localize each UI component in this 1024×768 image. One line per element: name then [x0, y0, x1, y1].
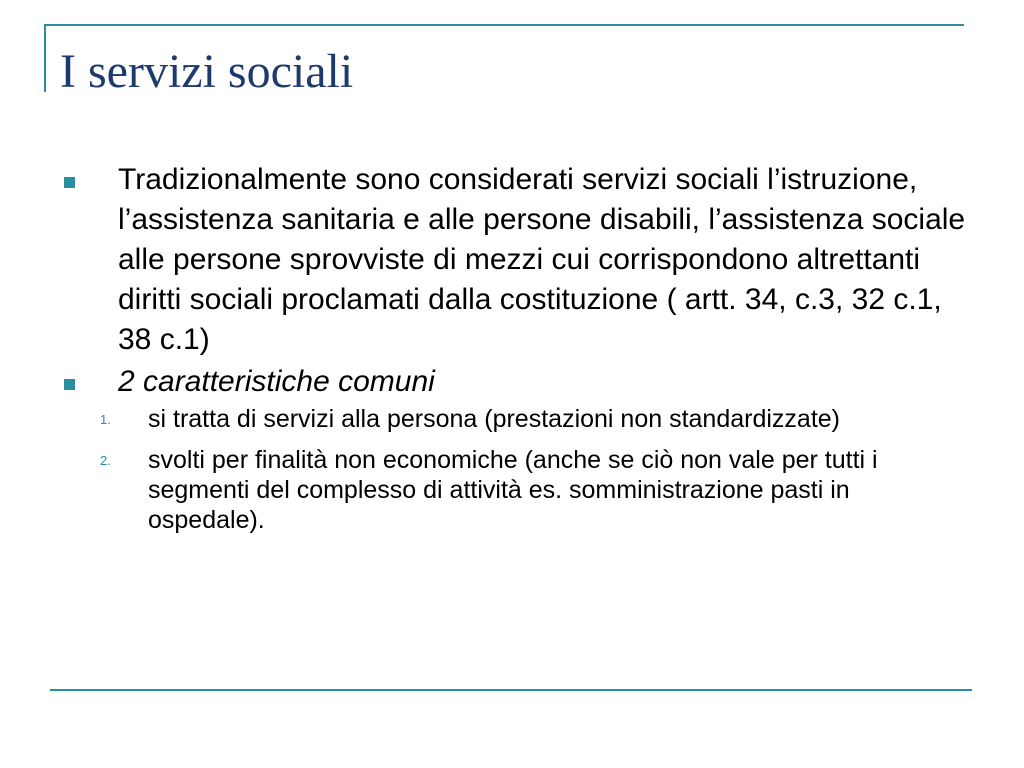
top-border-line: [44, 24, 964, 26]
numbered-item-text: si tratta di servizi alla persona (prestazioni non standardizzate): [148, 405, 841, 433]
slide-content: [60, 160, 970, 546]
bottom-border-line: [50, 689, 972, 691]
item-number: 2.: [100, 453, 111, 468]
item-number: 1.: [100, 412, 111, 427]
numbered-item-text: svolti per finalità non economiche (anche se ciò non vale per tutti i segmenti del complesso di attività es. somministrazione pasti in ospedale).: [148, 446, 878, 534]
slide-title: I servizi sociali: [60, 45, 354, 98]
square-bullet-icon: [64, 177, 75, 188]
bullet-item: [60, 362, 970, 402]
bullet-text: 2 caratteristiche comuni: [118, 365, 435, 398]
left-border-line: [44, 24, 46, 92]
numbered-item: [60, 404, 970, 434]
bullet-item: [60, 160, 970, 360]
numbered-item: [60, 445, 970, 535]
bullet-text: Tradizionalmente sono considerati servizi sociali l’istruzione, l’assistenza sanitaria e alle persone disabili, l’assistenza sociale alle persone sprovviste di mezzi cui corrispondono altrettanti diritti sociali proclamati dalla costituzione ( artt. 34, c.3, 32 c.1, 38 c.1): [118, 163, 966, 356]
square-bullet-icon: [64, 379, 75, 390]
